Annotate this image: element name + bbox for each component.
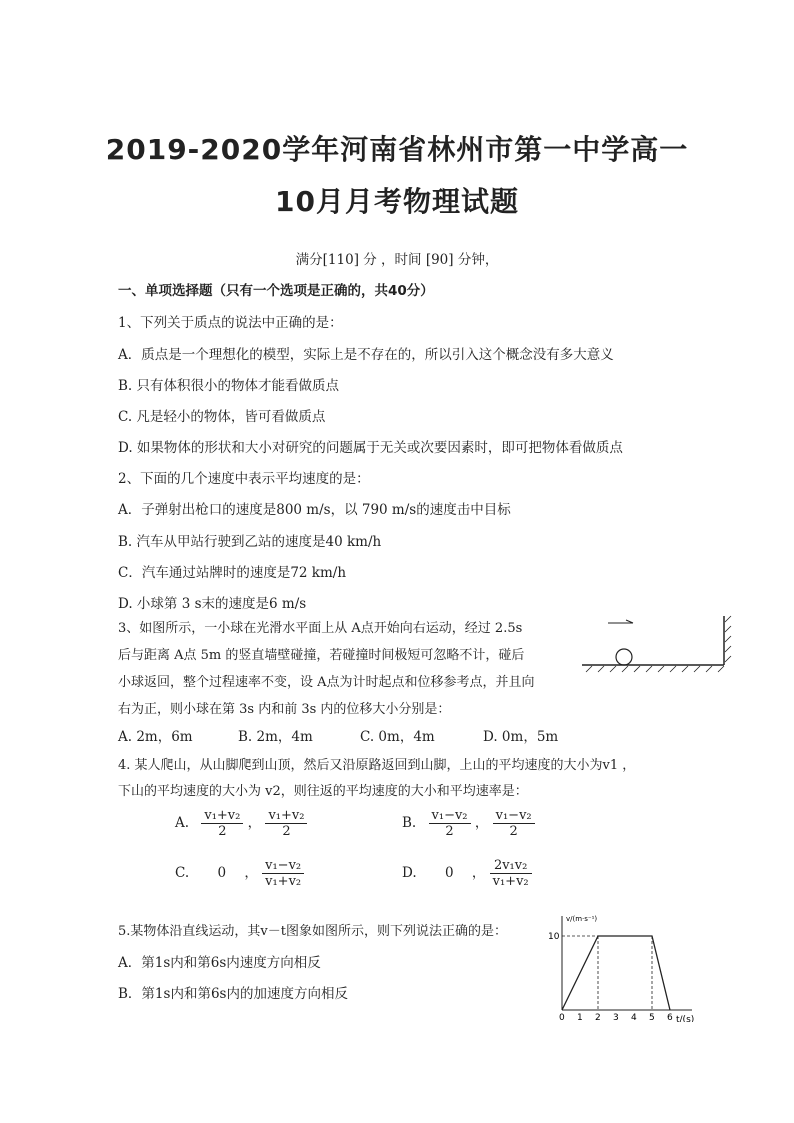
y-tick-label: 10 — [548, 932, 560, 942]
q3-line4: 右为正，则小球在第 3s 内和前 3s 内的位移大小分别是： — [118, 702, 451, 717]
q1-option-a: A．质点是一个理想化的模型，实际上是不存在的，所以引入这个概念没有多大意义 — [118, 347, 614, 363]
x-axis-label: t/(s) — [676, 1015, 695, 1022]
q1-option-c: C. 凡是轻小的物体，皆可看做质点 — [118, 409, 326, 425]
fraction: $\frac{\text{v₁−v₂}}{2}$ — [429, 808, 471, 839]
x-tick-label: 4 — [631, 1013, 637, 1022]
title-line2: 10月月考物理试题 — [275, 185, 519, 218]
x-tick-label: 5 — [649, 1013, 655, 1022]
q3-option-b: B. 2m，4m — [238, 729, 313, 745]
ball-wall-diagram — [578, 612, 740, 674]
ball — [616, 649, 632, 665]
q2-option-b: B. 汽车从甲站行驶到乙站的速度是40 km/h — [118, 534, 382, 550]
section-heading: 一、单项选择题（只有一个选项是正确的，共40分） — [118, 283, 434, 299]
q2-option-a: A．子弹射出枪口的速度是800 m/s，以 790 m/s的速度击中目标 — [118, 502, 511, 518]
y-axis-label: v/(m·s⁻¹) — [566, 915, 598, 923]
fraction: $\frac{\text{v₁−v₂}}{2}$ — [493, 808, 535, 839]
q4-option-c: C. 0 ， $\frac{\text{v₁−v₂}}{\text{v₁+v₂}}$ — [175, 858, 304, 889]
q1-stem: 1、下列关于质点的说法中正确的是： — [118, 315, 343, 331]
q5-stem: 5.某物体沿直线运动，其v－t图象如图所示，则下列说法正确的是： — [118, 924, 507, 939]
fraction: $\frac{\text{v₁+v₂}}{2}$ — [201, 808, 243, 839]
q2-stem: 2、下面的几个速度中表示平均速度的是： — [118, 471, 370, 487]
x-tick-label: 3 — [613, 1013, 619, 1022]
q3-option-c: C. 0m，4m — [360, 729, 435, 745]
series-line — [562, 936, 670, 1010]
q5-option-a: A．第1s内和第6s内速度方向相反 — [118, 955, 321, 971]
q4-option-d: D. 0 ， $\frac{\text{2v₁v₂}}{\text{v₁+v₂}}$ — [402, 858, 532, 889]
q3-line2: 后与距离 A点 5m 的竖直墙壁碰撞，若碰撞时间极短可忽略不计，碰后 — [118, 648, 525, 663]
q1-option-b: B. 只有体积很小的物体才能看做质点 — [118, 378, 340, 394]
fraction: $\frac{\text{v₁+v₂}}{2}$ — [265, 808, 307, 839]
x-tick-label: 6 — [667, 1013, 673, 1022]
q1-option-d: D. 如果物体的形状和大小对研究的问题属于无关或次要因素时，即可把物体看做质点 — [118, 440, 623, 456]
q2-option-d: D. 小球第 3 s末的速度是6 m/s — [118, 596, 307, 612]
q2-option-c: C．汽车通过站牌时的速度是72 km/h — [118, 565, 347, 581]
exam-meta: 满分[110] 分 ，时间 [90] 分钟， — [295, 252, 499, 268]
q3-line1: 3、如图所示，一小球在光滑水平面上从 A点开始向右运动，经过 2.5s — [118, 621, 523, 636]
q4-option-a: A. $\frac{\text{v₁+v₂}}{2}$ ， $\frac{\text{v₁+v₂}}{2}$ — [175, 808, 307, 839]
q4-line1: 4. 某人爬山，从山脚爬到山顶，然后又沿原路返回到山脚，上山的平均速度的大小为v1 ， — [118, 758, 636, 773]
x-tick-label: 2 — [595, 1013, 601, 1022]
q4-line2: 下山的平均速度的大小为 v2，则往返的平均速度的大小和平均速率是： — [118, 784, 528, 799]
q3-option-d: D. 0m，5m — [483, 729, 559, 745]
fraction: $\frac{\text{2v₁v₂}}{\text{v₁+v₂}}$ — [490, 858, 532, 889]
fraction: $\frac{\text{v₁−v₂}}{\text{v₁+v₂}}$ — [262, 858, 304, 889]
q3-line3: 小球返回，整个过程速率不变，设 A点为计时起点和位移参考点，并且向 — [118, 675, 535, 690]
vt-chart — [548, 910, 708, 1022]
x-tick-label: 0 — [559, 1013, 565, 1022]
q3-option-a: A. 2m，6m — [118, 729, 193, 745]
title-line1: 2019-2020学年河南省林州市第一中学高一 — [105, 133, 689, 166]
q4-option-b: B. $\frac{\text{v₁−v₂}}{2}$ ， $\frac{\text{v₁−v₂}}{2}$ — [402, 808, 535, 839]
q5-option-b: B．第1s内和第6s内的加速度方向相反 — [118, 986, 348, 1002]
x-tick-label: 1 — [577, 1013, 583, 1022]
